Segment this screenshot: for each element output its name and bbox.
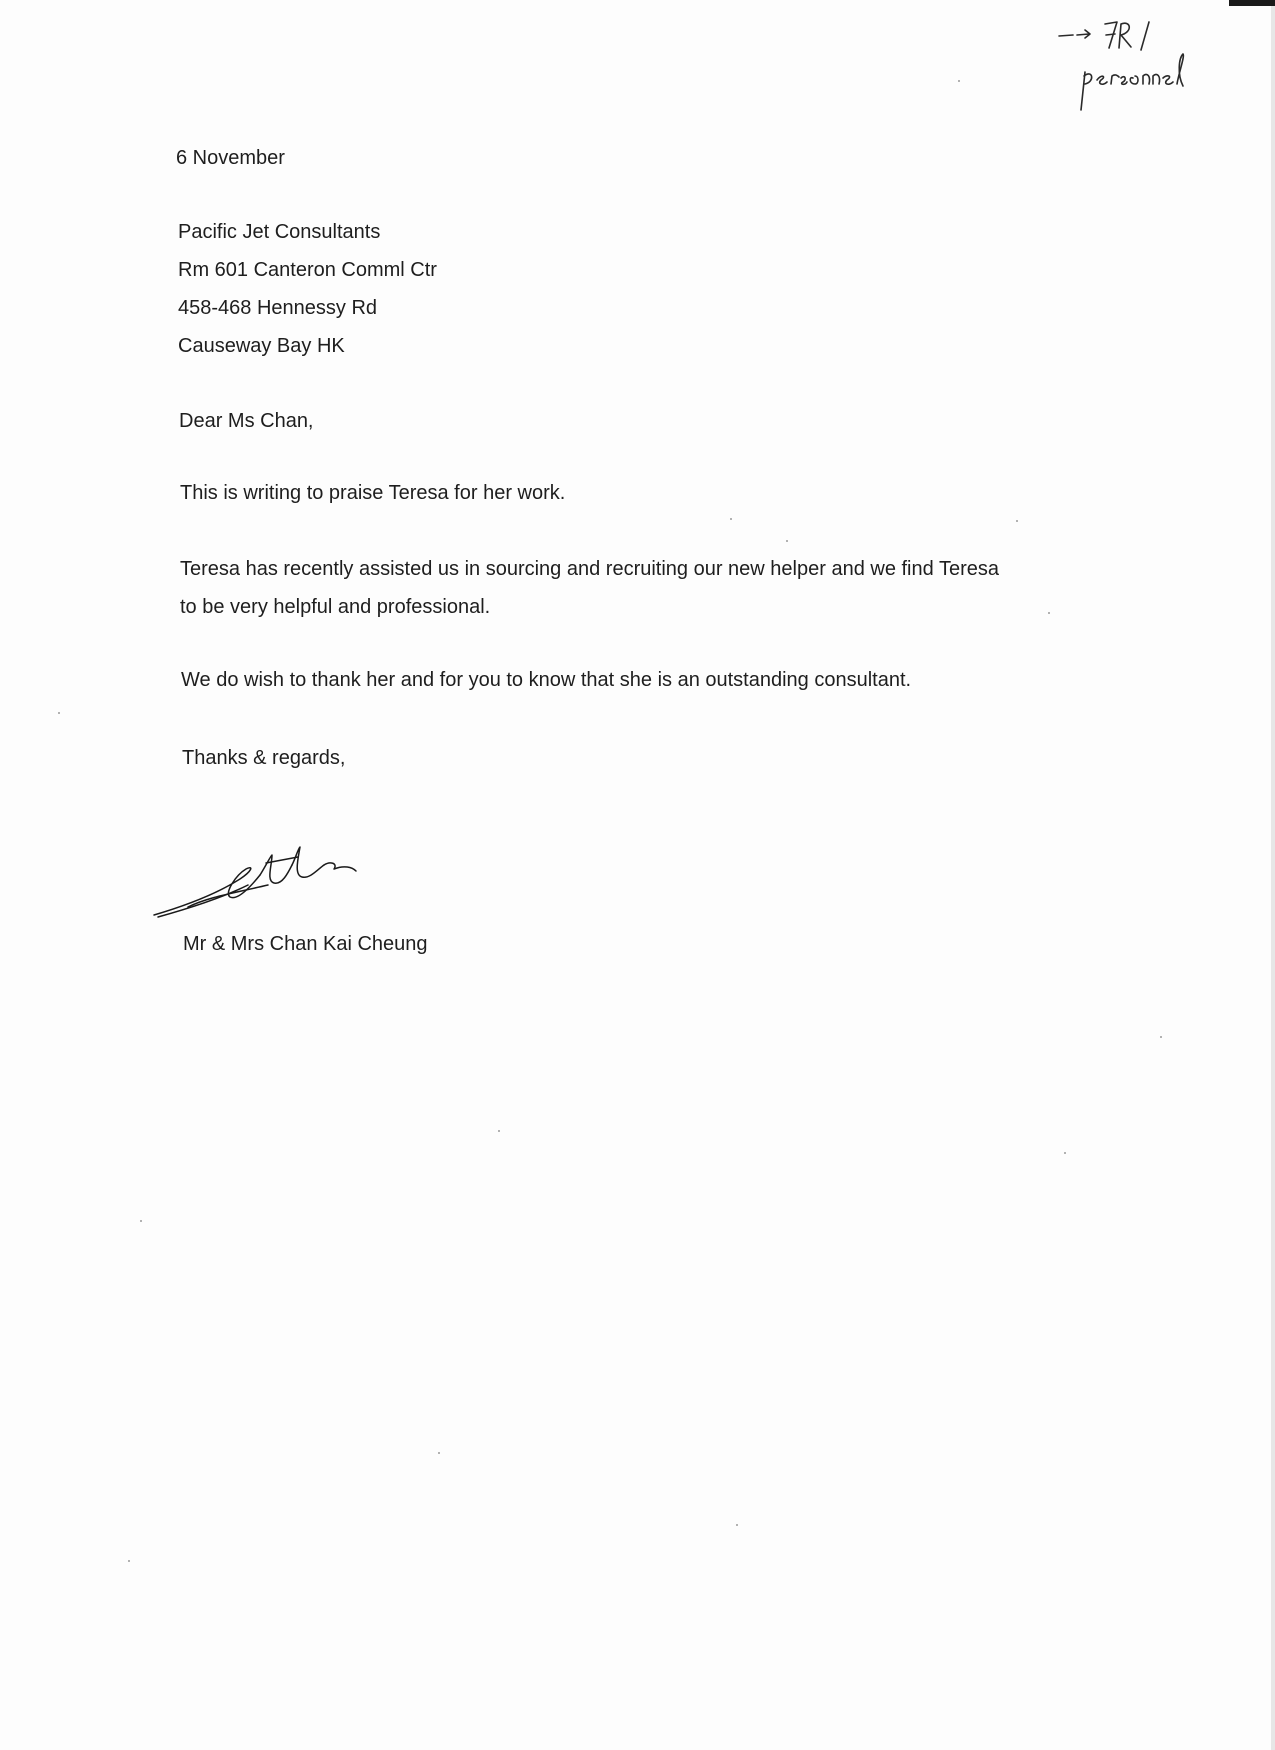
page-edge-shadow xyxy=(1271,0,1275,1750)
body-paragraph-2-line-2: to be very helpful and professional. xyxy=(180,596,491,618)
address-line-2: Rm 601 Canteron Comml Ctr xyxy=(178,259,437,281)
address-line-3: 458-468 Hennessy Rd xyxy=(178,297,378,319)
scan-speck xyxy=(498,1130,500,1132)
scan-speck xyxy=(58,712,60,714)
scan-speck xyxy=(730,518,732,520)
scan-speck xyxy=(1160,1036,1162,1038)
scan-speck xyxy=(128,1560,130,1562)
salutation: Dear Ms Chan, xyxy=(179,410,314,432)
scan-speck xyxy=(1064,1152,1066,1154)
letter-date: 6 November xyxy=(176,147,285,169)
scan-speck xyxy=(438,1452,440,1454)
signature xyxy=(148,835,398,925)
address-line-1: Pacific Jet Consultants xyxy=(178,221,381,243)
scan-speck xyxy=(786,540,788,542)
scan-speck xyxy=(1048,612,1050,614)
scan-corner-mark xyxy=(1229,0,1275,6)
address-line-4: Causeway Bay HK xyxy=(178,335,345,357)
scan-speck xyxy=(958,80,960,82)
body-paragraph-2-line-1: Teresa has recently assisted us in sourcing and recruiting our new helper and we find Teresa xyxy=(180,558,999,580)
scan-speck xyxy=(1016,520,1018,522)
body-paragraph-3: We do wish to thank her and for you to know that she is an outstanding consultant. xyxy=(181,669,912,691)
scan-speck xyxy=(736,1524,738,1526)
scan-speck xyxy=(140,1220,142,1222)
closing: Thanks & regards, xyxy=(182,747,346,769)
signatory-name: Mr & Mrs Chan Kai Cheung xyxy=(183,933,428,955)
handwritten-note xyxy=(1055,14,1215,124)
body-paragraph-1: This is writing to praise Teresa for her work. xyxy=(180,482,566,504)
